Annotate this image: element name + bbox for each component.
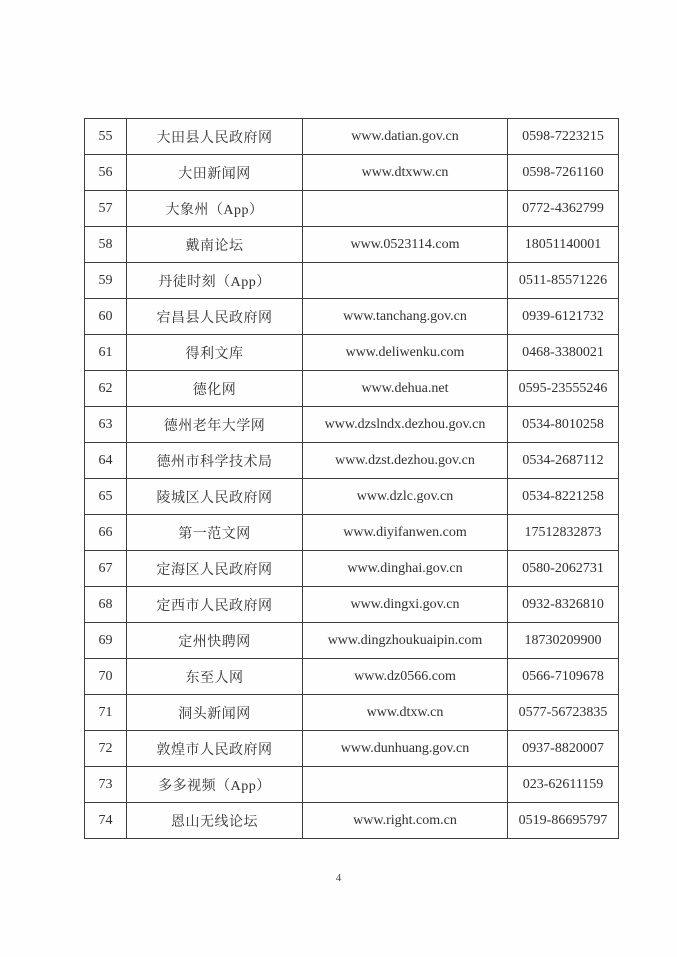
row-number-cell: 66 — [85, 515, 127, 551]
row-number-cell: 59 — [85, 263, 127, 299]
phone-cell: 0577-56723835 — [508, 695, 619, 731]
table-row — [85, 695, 619, 731]
site-url-cell: www.datian.gov.cn — [303, 119, 508, 155]
site-name-cell: 恩山无线论坛 — [127, 803, 303, 839]
table-row — [85, 515, 619, 551]
site-name-cell: 戴南论坛 — [127, 227, 303, 263]
site-url-cell: www.deliwenku.com — [303, 335, 508, 371]
site-name-cell: 第一范文网 — [127, 515, 303, 551]
site-url-cell: www.dz0566.com — [303, 659, 508, 695]
row-number-cell: 62 — [85, 371, 127, 407]
phone-cell: 0468-3380021 — [508, 335, 619, 371]
table-row — [85, 803, 619, 839]
site-url-cell: www.dtxw.cn — [303, 695, 508, 731]
site-name-cell: 大田新闻网 — [127, 155, 303, 191]
phone-cell: 0519-86695797 — [508, 803, 619, 839]
site-name-cell: 大象州（App） — [127, 191, 303, 227]
site-url-cell: www.tanchang.gov.cn — [303, 299, 508, 335]
row-number-cell: 55 — [85, 119, 127, 155]
row-number-cell: 65 — [85, 479, 127, 515]
site-name-cell: 多多视频（App） — [127, 767, 303, 803]
site-url-cell — [303, 191, 508, 227]
site-url-cell: www.diyifanwen.com — [303, 515, 508, 551]
phone-cell: 0595-23555246 — [508, 371, 619, 407]
phone-cell: 17512832873 — [508, 515, 619, 551]
site-name-cell: 丹徒时刻（App） — [127, 263, 303, 299]
site-url-cell: www.dehua.net — [303, 371, 508, 407]
page-number: 4 — [335, 872, 342, 884]
site-name-cell: 定海区人民政府网 — [127, 551, 303, 587]
phone-cell: 0534-8010258 — [508, 407, 619, 443]
table-body — [85, 119, 619, 839]
site-name-cell: 宕昌县人民政府网 — [127, 299, 303, 335]
table-row — [85, 263, 619, 299]
phone-cell: 18051140001 — [508, 227, 619, 263]
row-number-cell: 61 — [85, 335, 127, 371]
phone-cell: 0511-85571226 — [508, 263, 619, 299]
table-row — [85, 191, 619, 227]
site-name-cell: 德化网 — [127, 371, 303, 407]
site-name-cell: 大田县人民政府网 — [127, 119, 303, 155]
site-name-cell: 定州快聘网 — [127, 623, 303, 659]
site-url-cell: www.0523114.com — [303, 227, 508, 263]
phone-cell: 0598-7261160 — [508, 155, 619, 191]
table-row — [85, 551, 619, 587]
row-number-cell: 74 — [85, 803, 127, 839]
row-number-cell: 72 — [85, 731, 127, 767]
row-number-cell: 68 — [85, 587, 127, 623]
phone-cell: 023-62611159 — [508, 767, 619, 803]
row-number-cell: 67 — [85, 551, 127, 587]
website-directory-table — [84, 118, 619, 839]
phone-cell: 0580-2062731 — [508, 551, 619, 587]
table-row — [85, 587, 619, 623]
row-number-cell: 64 — [85, 443, 127, 479]
table-row — [85, 407, 619, 443]
phone-cell: 0772-4362799 — [508, 191, 619, 227]
row-number-cell: 60 — [85, 299, 127, 335]
row-number-cell: 63 — [85, 407, 127, 443]
site-url-cell: www.dtxww.cn — [303, 155, 508, 191]
phone-cell: 0566-7109678 — [508, 659, 619, 695]
site-url-cell: www.dingzhoukuaipin.com — [303, 623, 508, 659]
site-url-cell — [303, 767, 508, 803]
table-row — [85, 155, 619, 191]
phone-cell: 0939-6121732 — [508, 299, 619, 335]
site-name-cell: 德州老年大学网 — [127, 407, 303, 443]
site-url-cell: www.dinghai.gov.cn — [303, 551, 508, 587]
phone-cell: 0937-8820007 — [508, 731, 619, 767]
site-name-cell: 定西市人民政府网 — [127, 587, 303, 623]
site-url-cell: www.dzst.dezhou.gov.cn — [303, 443, 508, 479]
site-name-cell: 陵城区人民政府网 — [127, 479, 303, 515]
site-url-cell: www.right.com.cn — [303, 803, 508, 839]
table-row — [85, 659, 619, 695]
table-row — [85, 299, 619, 335]
site-url-cell: www.dzlc.gov.cn — [303, 479, 508, 515]
table-row — [85, 371, 619, 407]
table-row — [85, 731, 619, 767]
table-row — [85, 335, 619, 371]
site-url-cell — [303, 263, 508, 299]
site-url-cell: www.dzslndx.dezhou.gov.cn — [303, 407, 508, 443]
row-number-cell: 58 — [85, 227, 127, 263]
table-row — [85, 227, 619, 263]
site-name-cell: 德州市科学技术局 — [127, 443, 303, 479]
table-row — [85, 119, 619, 155]
site-url-cell: www.dingxi.gov.cn — [303, 587, 508, 623]
row-number-cell: 69 — [85, 623, 127, 659]
table-row — [85, 623, 619, 659]
site-name-cell: 敦煌市人民政府网 — [127, 731, 303, 767]
row-number-cell: 73 — [85, 767, 127, 803]
row-number-cell: 56 — [85, 155, 127, 191]
row-number-cell: 71 — [85, 695, 127, 731]
site-name-cell: 洞头新闻网 — [127, 695, 303, 731]
phone-cell: 18730209900 — [508, 623, 619, 659]
row-number-cell: 70 — [85, 659, 127, 695]
phone-cell: 0598-7223215 — [508, 119, 619, 155]
site-name-cell: 东至人网 — [127, 659, 303, 695]
phone-cell: 0534-2687112 — [508, 443, 619, 479]
phone-cell: 0932-8326810 — [508, 587, 619, 623]
table-row — [85, 767, 619, 803]
site-name-cell: 得利文库 — [127, 335, 303, 371]
row-number-cell: 57 — [85, 191, 127, 227]
table-row — [85, 479, 619, 515]
table-row — [85, 443, 619, 479]
site-url-cell: www.dunhuang.gov.cn — [303, 731, 508, 767]
phone-cell: 0534-8221258 — [508, 479, 619, 515]
